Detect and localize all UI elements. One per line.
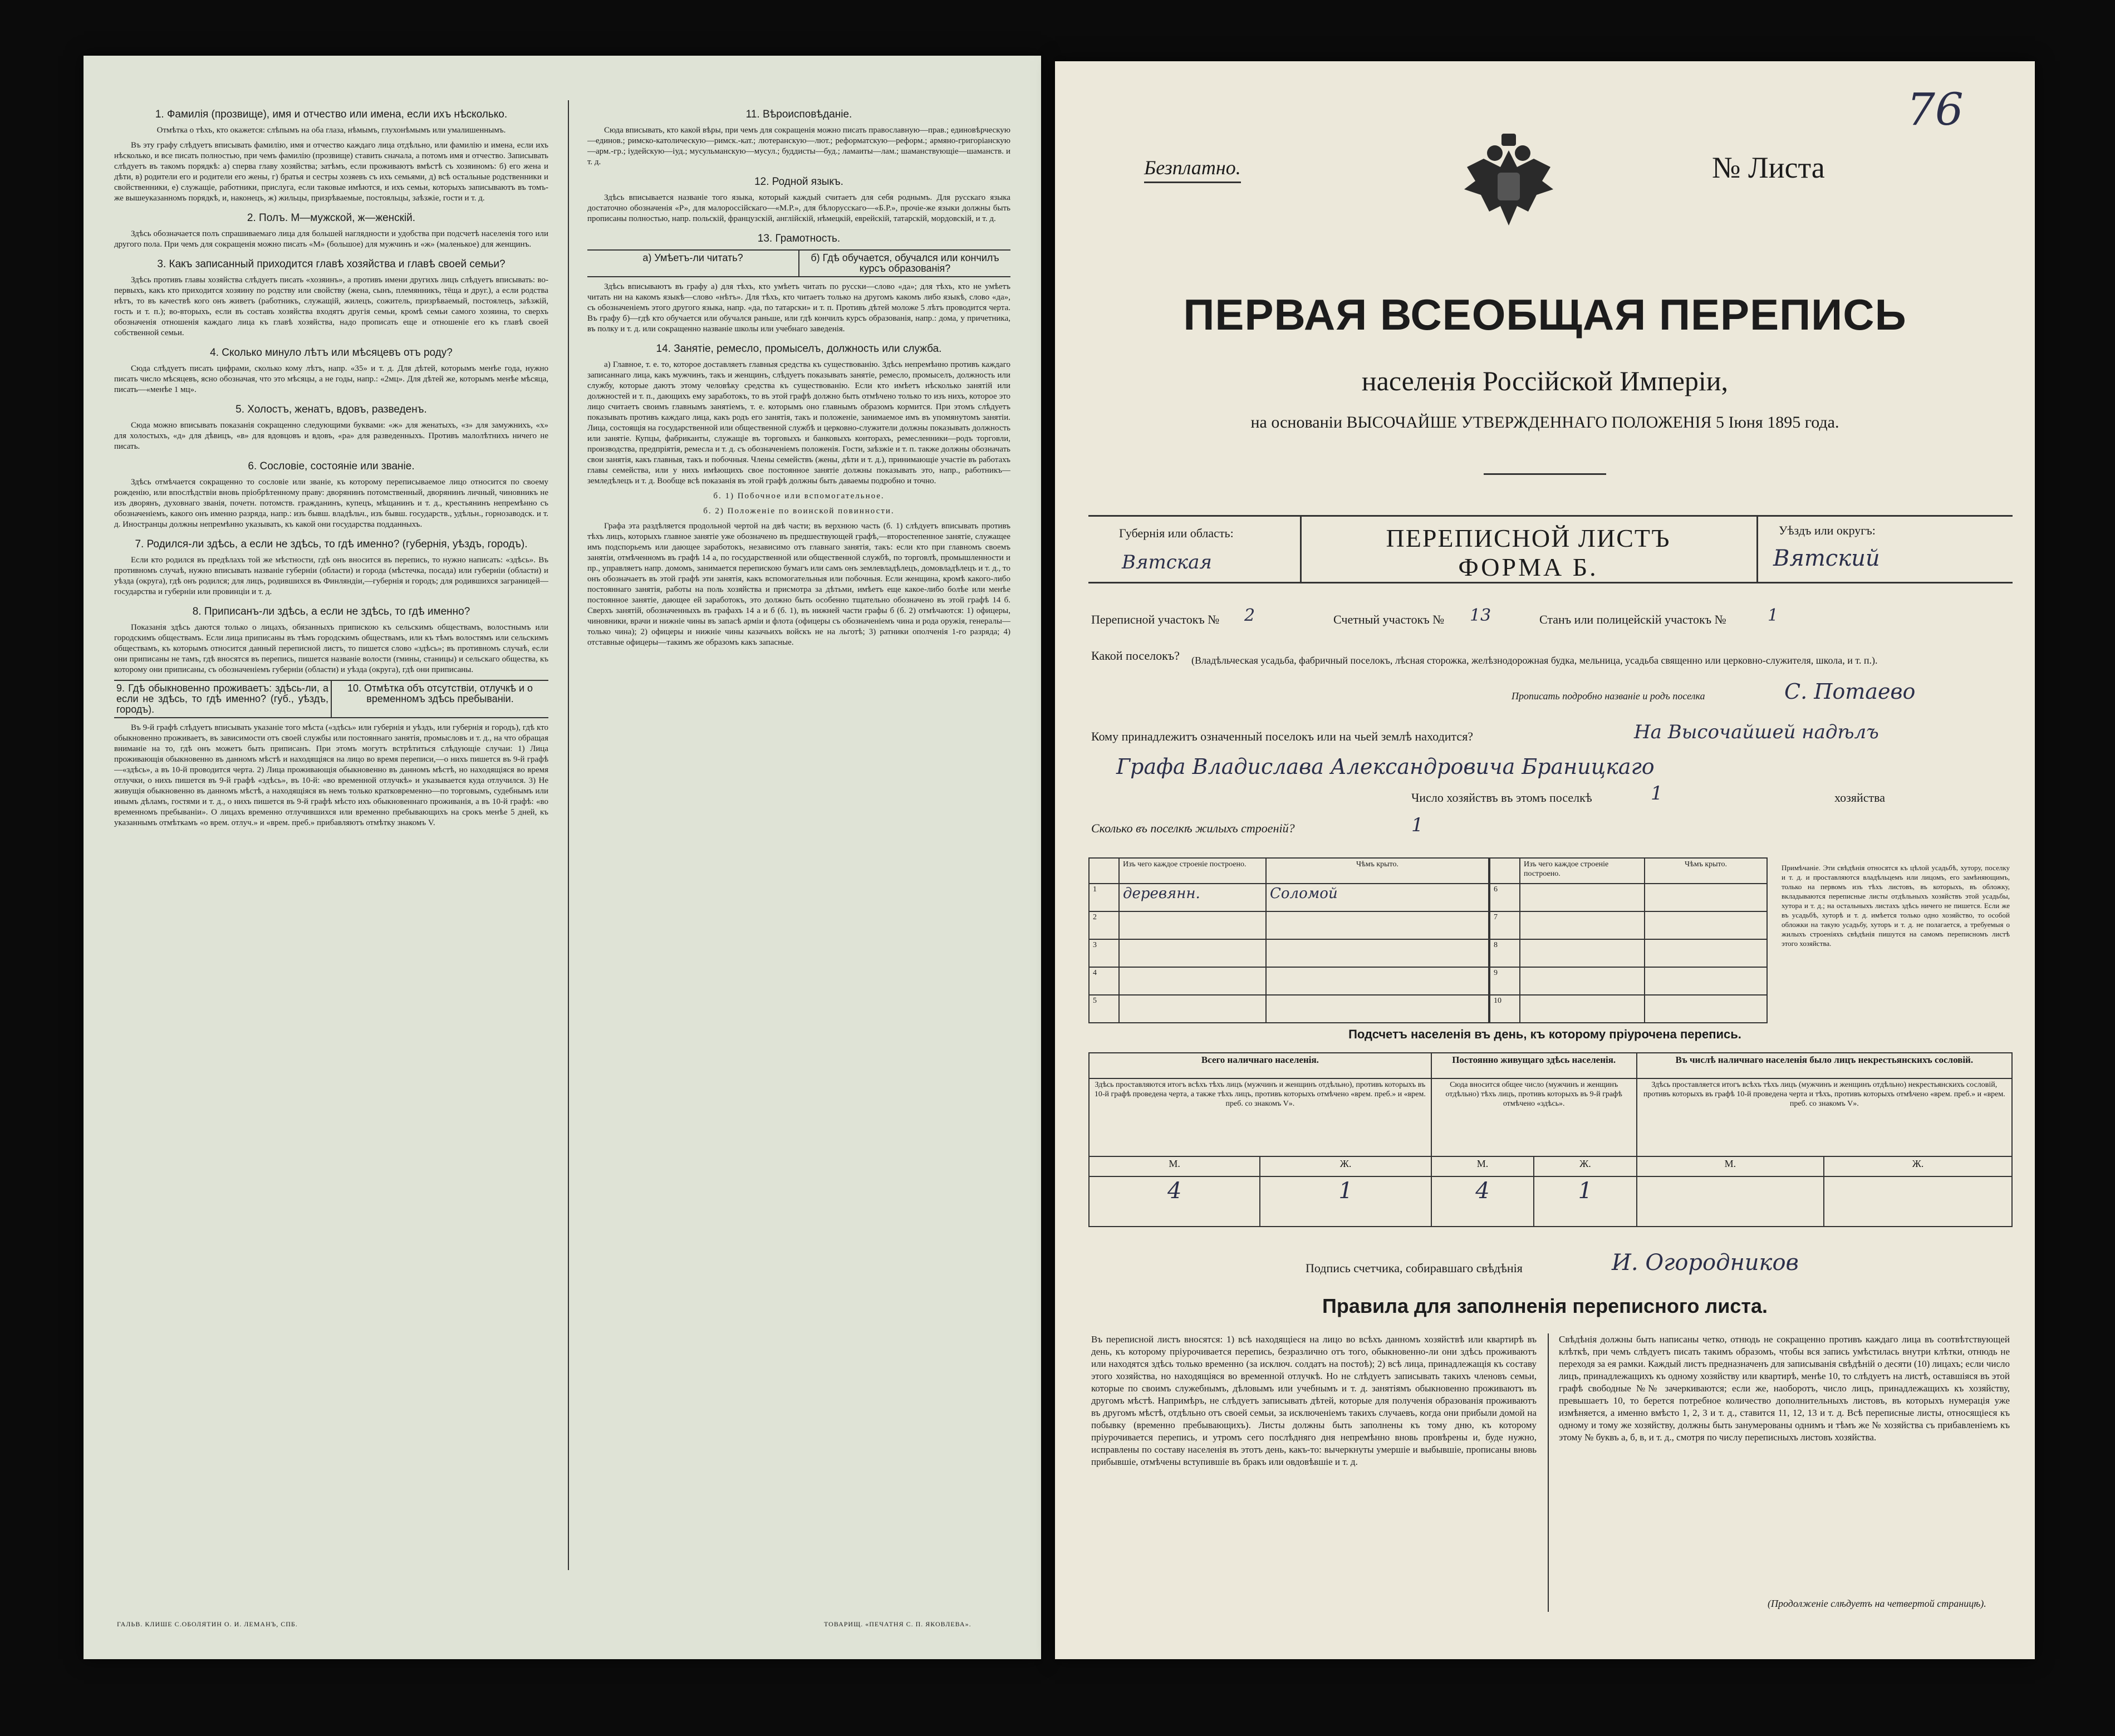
title-divider [1484, 473, 1606, 475]
stan-label: Станъ или полицейскій участокъ № [1539, 612, 1726, 626]
present-male-value: 4 [1089, 1176, 1260, 1227]
left-footer-2: ТОВАРИЩ. «ПЕЧАТНЯ С. П. ЯКОВЛЕВА». [824, 1620, 971, 1628]
section-8-title: 8. Приписанъ-ли здѣсь, а если не здѣсь, то гдѣ именно? [192, 606, 470, 617]
left-page [84, 56, 1041, 1659]
schetny-label: Счетный участокъ № [1333, 612, 1445, 626]
buildings-note: Примѣчаніе. Эти свѣдѣнія относятся къ цѣлой усадьбѣ, хутору, поселку и т. д. и проставляются владѣльцемъ или лицомъ, его замѣняющимъ, только на первомъ изъ тѣхъ листовъ, въ которыхъ, въ обложку, вкладываются переписные листы отдѣльныхъ хозяйствъ этой усадьбы, хутора и т. д.; на остальныхъ листахъ здѣсь ничего не пишется. Если же въ усадьбѣ, хуторѣ и т. д. имѣется только одно хозяйство, то особой обложки на такую усадьбу, хуторъ и т. д. не полагается, а требуемыя о жилыхъ строеніяхъ свѣдѣнія пишутся на самомъ переписномъ листѣ этого хозяйства. [1782, 864, 2010, 948]
row-roof [1266, 939, 1489, 967]
section-8-text: Показанія здѣсь даются только о лицахъ, обязанныхъ припискою къ сельскимъ обществамъ, волостнымъ или городскимъ обществамъ. Если лица приписаны въ тѣмъ городскимъ обществамъ, или къ тѣмъ волостямъ или сельскимъ обществамъ, къ которымъ относится данный переписной листъ, то пишется слово «здѣсь»; въ противномъ случаѣ, если они приписаны не тамъ, гдѣ вносятся въ перепись, пишется названіе волости (гмины, станицы) и сельскаго общества, къ которому они приписаны, съ обозначеніемъ губерніи (области) и уѣзда (округа), гдѣ они приписаны. [114, 623, 548, 674]
row-roof: Соломой [1266, 884, 1489, 911]
buildings-table-right [1489, 857, 1768, 1023]
row-roof [1645, 939, 1767, 967]
row-number: 8 [1490, 939, 1520, 967]
section-7-text: Если кто родился въ предѣлахъ той же мѣстности, гдѣ онъ вносится въ перепись, то нужно написать: «здѣсь». Въ противномъ случаѣ, нужно вписывать названіе губерніи (области) и города (мѣстечка, посада) или губерніи (области) и уѣзда (округа), гдѣ онъ родился; для лицъ, родившихся въ Финляндіи,—губернія и городъ; для родившихся заграницей—государства и губерніи или провинціи и т. д. [114, 556, 548, 596]
left-column-2 [587, 100, 1010, 1603]
table-row [1490, 939, 1767, 967]
row-number: 5 [1089, 995, 1119, 1023]
section-13b: б) Гдѣ обучается, обучался или кончилъ курсъ образованія? [811, 252, 999, 274]
poselok-hint-2: Прописать подробно названіе и родъ поселка [1512, 690, 1705, 702]
uezd-label: Уѣздъ или округъ: [1779, 523, 1876, 537]
row-roof [1266, 911, 1489, 939]
gubernia-value: Вятская [1122, 551, 1212, 573]
uchastok-label: Переписной участокъ № [1091, 612, 1220, 626]
owner-label: Кому принадлежитъ означенный поселокъ или на чьей землѣ находится? [1091, 729, 1474, 743]
table-row [1490, 911, 1767, 939]
row-material [1119, 967, 1266, 995]
table-row [1089, 967, 1489, 995]
table-corner [1490, 858, 1520, 884]
schetny-value: 13 [1470, 606, 1491, 625]
row-material [1520, 911, 1645, 939]
section-9-text: Въ 9-й графѣ слѣдуетъ вписывать указаніе того мѣста («здѣсь» или губернія и уѣздъ, или губернія и городъ), гдѣ кто обыкновенно проживаетъ, въ зависимости отъ своей службы или постояннаго занятія, промысловъ и т. д., на что обращая вниманіе на то, гдѣ онъ можетъ быть приписанъ. При этомъ могутъ встрѣтиться слѣдующіе случаи: 1) Лица проживающія обыкновенно въ данномъ мѣстѣ и находящіяся на лицо во время переписи,—о нихъ пишется въ 9-й графѣ—«здѣсь», а въ 10-й проводится черта. 2) Лица проживающія обыкновенно въ данномъ мѣстѣ, но находящіяся во время отлучки, о нихъ пишется въ 9-й графѣ «здѣсь», въ 10-й: «во временной отлучкѣ» и указывается куда отлучился. 3) Не живущія обыкновенно въ данномъ мѣстѣ, а находящіяся въ немъ только кратковременно—по торговымъ, судебнымъ или инымъ дѣламъ, гостями и т. д., о нихъ пишется въ 9-й графѣ мѣсто ихъ обыкновеннаго проживанія, а въ 10-й графѣ: «во временномъ пребываніи». О лицахъ временно отлучившихся или временно пребывающихъ на срокъ менѣе 5 дней, къ указаннымъ отмѣткамъ «о врем. отлуч.» и «врем. преб.» прибавляютъ отмѣтку знакомъ V. [114, 723, 548, 827]
row-number: 6 [1490, 884, 1520, 911]
rules-continuation: (Продолженіе слѣдуетъ на четвертой страницѣ). [1768, 1598, 1986, 1609]
section-13a: а) Умѣетъ-ли читать? [587, 251, 799, 276]
row-number: 9 [1490, 967, 1520, 995]
section-10-title: 10. Отмѣтка объ отсутствіи, отлучкѣ и о временномъ здѣсь пребываніи. [347, 683, 533, 704]
rules-divider [1548, 1333, 1549, 1612]
row-material [1119, 911, 1266, 939]
table-row [1490, 967, 1767, 995]
document-basis: на основаніи ВЫСОЧАЙШЕ УТВЕРЖДЕННАГО ПОЛОЖЕНІЯ 5 Іюня 1895 года. [1250, 413, 1839, 431]
document-subtitle: населенія Россійской Имперіи, [1361, 365, 1729, 396]
section-4-text: Сюда слѣдуетъ писать цифрами, сколько кому лѣтъ, напр. «35» и т. д. Для дѣтей, которымъ менѣе года, нужно писать число мѣсяцевъ, ясно обозначая, что это мѣсяцы, а не годы, напр.: «2мц». Для дѣтей же, которымъ менѣе мѣсяца, писать—«менѣе 1 мц». [114, 364, 548, 394]
section-13-title: 13. Грамотность. [757, 233, 841, 244]
col-roof-header: Чѣмъ крыто. [1266, 858, 1489, 884]
table-row [1089, 939, 1489, 967]
rules-left-column: Въ переписной листъ вносятся: 1) всѣ находящіеся на лицо во всѣхъ данномъ хозяйствѣ или квартирѣ въ день, къ которому пріурочивается перепись, безразлично отъ того, обыкновенно-ли они здѣсь проживаютъ или находятся здѣсь только временно (за исключ. солдатъ на постоѣ); 2) всѣ лица, принадлежащія къ составу этого хозяйства, но находящіяся во временной отлучкѣ. Но не слѣдуетъ записывать такихъ членовъ семьи, которые по своимъ служебнымъ, дѣловымъ или учебнымъ и т. д. занятіямъ обыкновенно проживаютъ въ другомъ мѣстѣ. Напримѣръ, не слѣдуетъ записывать дѣтей, которые для полученія образованія проживаютъ въ другомъ мѣстѣ, отдѣльно отъ своей семьи, за исключеніемъ такихъ случаевъ, когда они прибыли домой на побывку (временно пребывающихъ). Листы должны быть заполнены къ тому дню, къ которому пріурочивается перепись, и утромъ сего послѣдняго дня непремѣнно вновь провѣрены и, буде нужно, исправлены по составу населенія въ этотъ день, какъ-то: вычеркнуты умершіе и выбывшіе, прописаны вновь прибывшіе, отмѣчены вступившіе въ бракъ или овдовѣвшіе и т. д. [1091, 1334, 1537, 1467]
form-title: ПЕРЕПИСНОЙ ЛИСТЪ [1386, 524, 1671, 552]
col-roof-header: Чѣмъ крыто. [1645, 858, 1767, 884]
poselok-label: Какой поселокъ? [1091, 649, 1180, 663]
stan-value: 1 [1768, 606, 1779, 625]
form-box-top [1088, 515, 2013, 517]
count-col-1-text: Здѣсь проставляются итогъ всѣхъ тѣхъ лицъ (мужчинъ и женщинъ отдѣльно), противъ которыхъ въ 10-й графѣ проведена черта, а также тѣхъ лицъ, противъ которыхъ отмѣчено «врем. преб.» и «врем. преб. со знакомъ V». [1089, 1078, 1431, 1156]
section-1-title: 1. Фамилія (прозвище), имя и отчество или имена, если ихъ нѣсколько. [155, 109, 508, 120]
row-material: деревянн. [1119, 884, 1266, 911]
section-6-text: Здѣсь отмѣчается сокращенно то сословіе или званіе, къ которому переписываемое лицо относится по своему рожденію, или впослѣдствіи вновь пріобрѣтенному праву: дворянинъ потомственный, дворянинъ личный, чиновникъ не изъ дворянъ, духовнаго званія, почетн. потомств. гражданинъ, купецъ, мѣщанинъ и т. д., крестьянинъ непремѣнно съ обозначеніемъ, какого онъ именно разряда, напр.: изъ бывш. владѣльч., изъ бывш. государств., удѣльн., горнозаводск. и т. д. Иностранцы должны непремѣнно указывать, къ какой они государства подданныхъ. [114, 478, 548, 529]
row-roof [1645, 995, 1767, 1023]
row-material [1119, 995, 1266, 1023]
section-5-title: 5. Холостъ, женатъ, вдовъ, разведенъ. [235, 404, 427, 415]
section-2-title: 2. Полъ. М—мужской, ж—женскій. [247, 212, 416, 224]
table-row [1089, 911, 1489, 939]
form-box-divider-right [1756, 515, 1758, 583]
row-roof [1645, 911, 1767, 939]
count-col-1-header: Всего наличнаго населенія. [1089, 1053, 1431, 1078]
row-roof [1645, 884, 1767, 911]
row-material [1119, 939, 1266, 967]
owner-value-1: На Высочайшей надѣлъ [1634, 721, 1879, 743]
owner-value-2: Графа Владислава Александровича Браницкаго [1116, 754, 1655, 779]
signature-value: И. Огородников [1612, 1250, 1799, 1276]
section-7-title: 7. Родился-ли здѣсь, а если не здѣсь, то гдѣ именно? (губернія, уѣздъ, городъ). [135, 538, 528, 550]
section-13-header [587, 249, 1010, 277]
present-female-value: 1 [1260, 1176, 1431, 1227]
sheet-number-value: 76 [1907, 84, 1964, 135]
table-row [1490, 884, 1767, 911]
buildings-value: 1 [1411, 814, 1424, 836]
col-material-header: Изъ чего каждое строеніе построено. [1520, 858, 1645, 884]
nonpeasant-male-value [1637, 1176, 1824, 1227]
rules-title: Правила для заполненія переписного листа. [1322, 1294, 1768, 1317]
table-row [1490, 995, 1767, 1023]
row-number: 4 [1089, 967, 1119, 995]
nonpeasant-female-value [1824, 1176, 2012, 1227]
row-roof [1266, 967, 1489, 995]
count-col-2-header: Постоянно живущаго здѣсь населенія. [1431, 1053, 1637, 1078]
table-corner [1089, 858, 1119, 884]
households-label: Число хозяйствъ въ этомъ поселкѣ [1411, 791, 1592, 805]
female-label: Ж. [1260, 1156, 1431, 1176]
left-footer-1: ГАЛЬВ. КЛИШЕ С.ОБОЛЯТИН О. И. ЛЕМАНЪ, СПБ. [117, 1620, 298, 1628]
count-col-3-header: Въ числѣ наличнаго населенія было лицъ некрестьянскихъ сословій. [1637, 1053, 2012, 1078]
row-number: 2 [1089, 911, 1119, 939]
row-number: 1 [1089, 884, 1119, 911]
section-11-title: 11. Вѣроисповѣданіе. [745, 109, 852, 120]
section-6b-text: Графа эта раздѣляется продольной чертой на двѣ части; въ верхнюю часть (б. 1) слѣдуетъ вписывать противъ тѣхъ лицъ, которыхъ главное занятіе уже обозначено въ предшествующей графѣ,—второстепенное занятіе, служащее имъ подспорьемъ или дающее заработокъ, независимо отъ главнаго занятія, такъ: если кто при главномъ своемъ занятіи, отмѣченномъ въ графѣ 14 а, по государственной или общественной службѣ, по торговлѣ, промышленности и пр., управляетъ напр. домомъ, занимается перепискою бумагъ или самъ онъ землевладѣлецъ, домовладѣлецъ и т. д., то онъ обозначаетъ въ этой графѣ эти занятія, какъ вспомогательныя или побочныя. Если женщина, кромѣ какого-либо постояннаго занятія, работы на поль хозяйства и присмотра за дѣтьми, имѣетъ еще какое-либо болѣе или менѣе постоянное занятіе, дающее ей заработокъ, это должно быть особенно тщательно обозначено въ этой графѣ 14 б. Сверхъ занятій, обозначенныхъ въ графахъ 14 а и б (б. 1), въ нижней части графы б (б. 2) отмѣчаются: 1) офицеры, чиновники, врачи и нижніе чины въ запасѣ арміи и флота (офицеры съ обозначеніемъ чина и рода оружія, генералы—только чина); 2) офицеры и нижніе чины казачьихъ войскъ не на льготѣ; 3) ратники ополченія 1-го разряда; 4) отставные офицеры—такимъ же образомъ какъ запасные. [587, 522, 1010, 647]
section-6-1: б. 1) Побочное или вспомогательное. [713, 492, 885, 501]
rules-right-column: Свѣдѣнія должны быть написаны четко, отнюдь не сокращенно противъ каждаго лица въ соотвѣтствующей клѣткѣ, при чемъ слѣдуетъ писать такимъ образомъ, чтобы вся запись умѣстилась внутри клѣтки, отнюдь не переходя за ея рамки. Каждый листъ предназначенъ для записыванія свѣдѣній о десяти (10) лицахъ; если число лицъ, принадлежащихъ къ одному хозяйству или квартирѣ, менѣе 10, то слѣдуетъ на листѣ, оставшіяся въ этой графѣ свободные №№ зачеркиваются; если же, наоборотъ, число лицъ, принадлежащихъ къ хозяйству, превышаетъ 10, то берется потребное количество дополнительныхъ листовъ, въ которыхъ нумерація уже измѣняется, а именно вмѣсто 1, 2, 3 и т. д., ставится 11, 12, 13 и т. д. Всѣ переписные листы, относящіеся къ одному и тому же хозяйству, должны быть занумерованы однимъ и тѣмъ же № хозяйства съ прибавленіемъ къ этому № буквъ а, б, в, и т. д., смотря по числу переписныхъ листовъ хозяйства. [1559, 1334, 2010, 1443]
section-14-title: 14. Занятіе, ремесло, промыселъ, должность или служба. [656, 343, 942, 355]
column-divider [568, 100, 569, 1570]
section-1-text: Въ эту графу слѣдуетъ вписывать фамилію, имя и отчество каждаго лица отдѣльно, или фамилію и имена, если ихъ нѣсколько, и все писать полностью, при чемъ фамилію (прозвище) ставить сначала, а потомъ имя и отчество. Записывать слѣдуетъ въ такомъ порядкѣ: а) сперва главу хозяйства; затѣмъ, если проживаютъ вмѣстѣ съ хозяиномъ: б) его жена и дѣти, в) родители его и родители его жены, г) братья и сестры хозяевъ съ ихъ семьями, д) всѣ остальные родственники и свойственники, е) служащіе, работники, прислуга, если таковые имѣются, и ихъ семьи, которыхъ записываютъ въ томъ-же вышеуказанномъ порядкѣ, и, наконецъ, ж) жильцы, призрѣваемые, постояльцы, заѣзжіе, гости и т. д. [114, 141, 548, 203]
signature-label: Подпись счетчика, собиравшаго свѣдѣнія [1306, 1261, 1523, 1275]
double-headed-eagle-icon [1456, 128, 1562, 239]
row-material [1520, 967, 1645, 995]
resident-male-value: 4 [1431, 1176, 1534, 1227]
households-value: 1 [1651, 782, 1663, 805]
form-subtitle: ФОРМА Б. [1458, 553, 1598, 581]
population-count-table [1088, 1052, 2013, 1227]
count-title: Подсчетъ населенія въ день, къ которому пріурочена перепись. [1348, 1027, 1741, 1041]
poselok-hint: (Владѣльческая усадьба, фабричный поселокъ, лѣсная сторожка, желѣзнодорожная будка, мельница, усадьба священно или церковно-служителя, школа, и т. п.). [1191, 655, 1878, 666]
section-9-title: 9. Гдѣ обыкновенно проживаетъ: здѣсь-ли, а если не здѣсь, то гдѣ именно? (губ., уѣздъ, городъ). [114, 681, 332, 717]
section-12-title: 12. Родной языкъ. [754, 176, 843, 188]
row-roof [1645, 967, 1767, 995]
row-roof [1266, 995, 1489, 1023]
buildings-table-left [1088, 857, 1489, 1023]
section-4-title: 4. Сколько минуло лѣтъ или мѣсяцевъ отъ роду? [210, 347, 453, 359]
table-row [1089, 995, 1489, 1023]
free-label: Безплатно. [1144, 156, 1241, 183]
female-label: Ж. [1534, 1156, 1636, 1176]
row-material [1520, 995, 1645, 1023]
poselok-value: С. Потаево [1784, 679, 1916, 704]
row-number: 3 [1089, 939, 1119, 967]
row-number: 7 [1490, 911, 1520, 939]
section-13-text: Здѣсь вписываютъ въ графу а) для тѣхъ, кто умѣетъ читать по русски—слово «да»; для тѣхъ, кто не умѣетъ читать ни на какомъ языкѣ—слово «нѣтъ». Для тѣхъ, кто читаетъ только на другомъ какомъ либо языкѣ, слово «да», съ обозначеніемъ этого другого языка, напр. «да, по татарски» и т. п. Противъ дѣтей моложе 5 лѣтъ проводится черта. Въ графу б)—гдѣ кто обучается или обучался раньше, или гдѣ кончилъ курсъ образованія, напр.: дома, у причетника, въ полку и т. д. или сокращенно названіе школы или учебнаго заведенія. [587, 282, 1010, 334]
resident-female-value: 1 [1534, 1176, 1636, 1227]
left-column-1 [114, 100, 548, 1603]
gubernia-label: Губернія или область: [1119, 526, 1234, 540]
section-1-subtitle: Отмѣтка о тѣхъ, кто окажется: слѣпымъ на оба глаза, нѣмымъ, глухонѣмымъ или умалишеннымъ. [156, 126, 506, 135]
section-3-text: Здѣсь противъ главы хозяйства слѣдуетъ писать «хозяинъ», а противъ имени другихъ лицъ слѣдуетъ вписывать: во-первыхъ, какъ кто приходится хозяину по родству или свойству (жена, сынъ, племянникъ, тёща и друг.), а если родства нѣтъ, то въ качествѣ кого онъ живетъ (работникъ, служащій, жилецъ, сожитель, призрѣваемый, постоялецъ, заѣзжій, гость и т. п.); во-вторыхъ, если въ составъ хозяйства входятъ другія семьи, кромѣ семьи самого хозяина, то сверхъ обозначенія отношенія каждаго лица къ главѣ хозяйства, надо прописать еще и отношеніе его къ главѣ своей собственной семьи. [114, 276, 548, 337]
male-label: М. [1431, 1156, 1534, 1176]
section-6-2: б. 2) Положеніе по воинской повинности. [703, 507, 895, 516]
male-label: М. [1637, 1156, 1824, 1176]
right-page [1055, 61, 2035, 1659]
col-material-header: Изъ чего каждое строеніе построено. [1119, 858, 1266, 884]
section-2-text: Здѣсь обозначается полъ спрашиваемаго лица для большей наглядности и удобства при подсчетѣ населенія того или другого пола. При чемъ для сокращенія можно писать «М» (большое) для мужчинъ и «ж» (маленькое) для женщинъ. [114, 229, 548, 249]
form-box-bottom [1088, 582, 2013, 583]
document-title: ПЕРВАЯ ВСЕОБЩАЯ ПЕРЕПИСЬ [1183, 290, 1907, 339]
section-3-title: 3. Какъ записанный приходится главѣ хозяйства и главѣ своей семьи? [157, 258, 506, 270]
row-material [1520, 939, 1645, 967]
row-material [1520, 884, 1645, 911]
section-5-text: Сюда можно вписывать показанія сокращенно следующими буквами: «ж» для женатыхъ, «з» для замужнихъ, «х» для холостыхъ, «д» для дѣвицъ, «в» для вдовцовъ и вдовъ, «ра» для разведенныхъ. Противъ малолѣтнихъ ничего не писать. [114, 421, 548, 451]
section-12-text: Здѣсь вписывается названіе того языка, который каждый считаетъ для себя роднымъ. Для русскаго языка достаточно обозначенія «Р», для малороссійскаго—«М.Р.», для бѣлорусскаго—«Б.Р.», прочіе-же языки должны быть прописаны полностью, напр. польскій, французскій, англійскій, нѣмецкій, еврейскій, татарскій, мордовскій, и т. д. [587, 193, 1010, 223]
row-number: 10 [1490, 995, 1520, 1023]
section-6-title: 6. Сословіе, состояніе или званіе. [248, 460, 415, 472]
section-11-text: Сюда вписывать, кто какой вѣры, при чемъ для сокращенія можно писать православную—прав.; единовѣрческую—единов.; римско-католическую—римск.-кат.; лютеранскую—лют.; реформатскую—реформ.; армяно-григоріанскую—арм.-гр.; іудейскую—іуд.; мусульманскую—мусул.; буддисты—буд.; ламаиты—лам.; шаманствующіе—шаманств. и т. д. [587, 126, 1010, 166]
male-label: М. [1089, 1156, 1260, 1176]
uezd-value: Вятский [1773, 546, 1880, 571]
count-col-2-text: Сюда вносится общее число (мужчинъ и женщинъ отдѣльно) тѣхъ лицъ, противъ которыхъ въ 9-й графѣ отмѣчено «здѣсь». [1431, 1078, 1637, 1156]
count-col-3-text: Здѣсь проставляется итогъ всѣхъ тѣхъ лицъ (мужчинъ и женщинъ отдѣльно) некрестьянскихъ сословій, противъ которыхъ въ графѣ 10-й проведена черта и тѣхъ, противъ которыхъ отмѣчено «врем. преб.» и «врем. преб. со знакомъ V». [1637, 1078, 2012, 1156]
households-suffix: хозяйства [1834, 791, 1885, 805]
section-9-10-header [114, 680, 548, 718]
buildings-label: Сколько въ поселкѣ жилыхъ строеній? [1091, 821, 1295, 835]
female-label: Ж. [1824, 1156, 2012, 1176]
section-14-text: а) Главное, т. е. то, которое доставляетъ главныя средства къ существованію. Здѣсь непремѣнно противъ каждаго записаннаго лица, какъ мужчинъ, такъ и женщинъ, слѣдуетъ показывать занятіе, ремесло, промыселъ, должность или службу, которые даютъ этому человѣку средства къ существованію. Если кто имѣетъ нѣсколько занятій или должностей и т. п., дающихъ ему заработокъ, то въ этой графѣ должно быть отмѣчено только то изъ нихъ, которое это лицо считаетъ своимъ главнымъ занятіемъ, т. е. которымъ оно главнымъ образомъ кормится. При этомъ слѣдуетъ показывать противъ каждаго лица, какъ родъ его занятія, такъ и положеніе, занимаемое имъ въ упомянутомъ занятіи. Лица, состоящія на государственной или общественной службѣ и церковно-служители должны показывать должность или занятіе. Купцы, фабриканты, служащіе въ торговыхъ и банковыхъ конторахъ, ремесленники—родъ торговли, производства, предпріятія, ремесла и т. д. съ обозначеніемъ положенія. Гости, заѣзжіе и т. п. также должны обозначать свои занятія, какъ главныя, такъ и побочныя. Члены семействъ (жены, дѣти и т. д.), принимающіе участіе въ работахъ главы семейства, или у нихъ имѣющихъ свое постоянное занятіе должны показывать это, напр., работникъ—земледѣлецъ и т. д. Вообще всѣ показанія въ этой графѣ должны быть даваемы подробно и точно. [587, 360, 1010, 486]
table-row [1089, 884, 1489, 911]
sheet-number-label: № Листа [1712, 151, 1825, 184]
uchastok-value: 2 [1244, 606, 1255, 625]
